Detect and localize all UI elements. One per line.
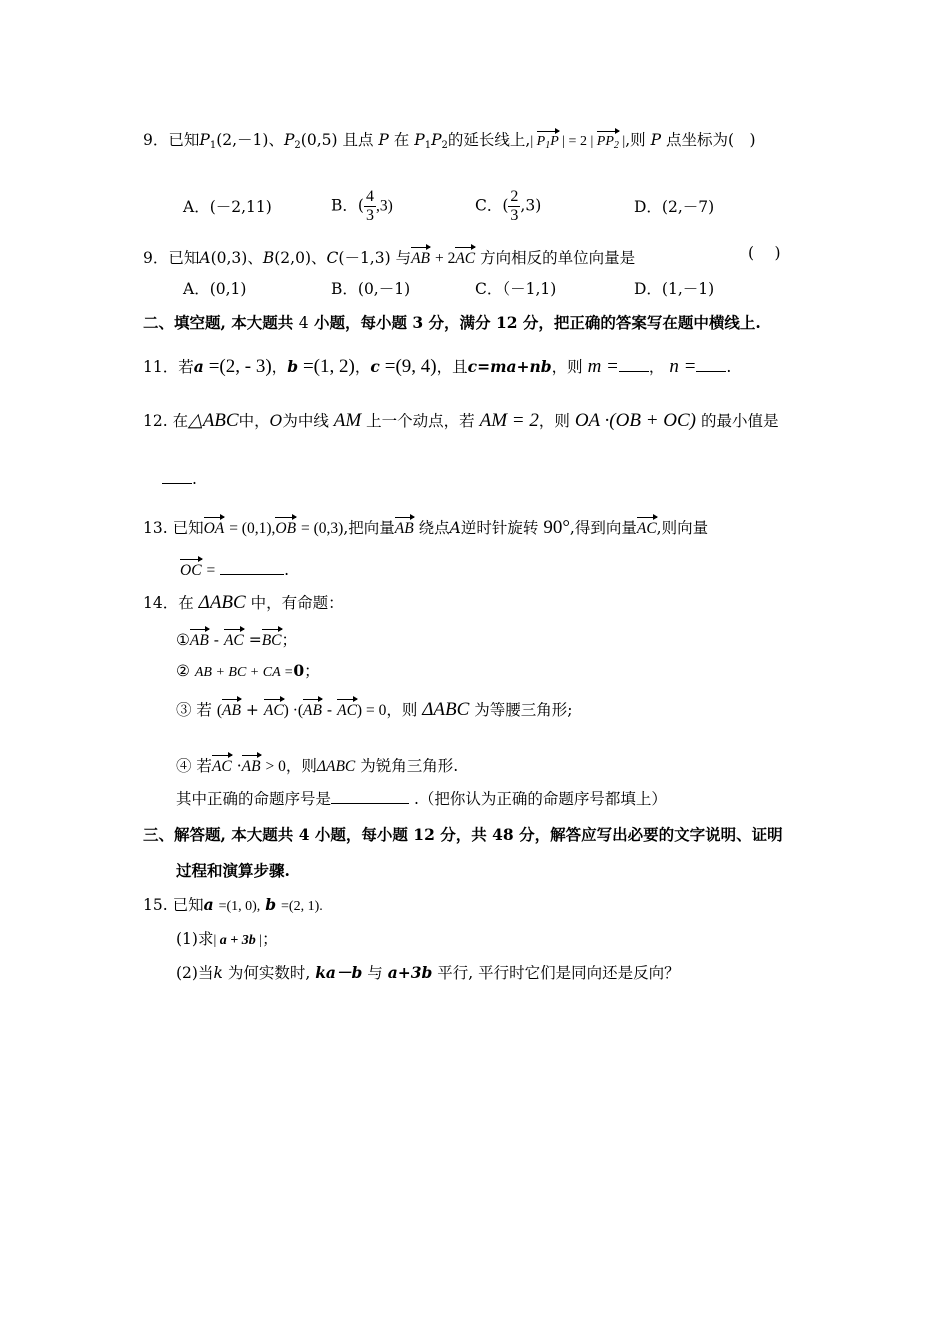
q15-part-2: (2)当k 为何实数时, ka－b 与 a+3b 平行, 平行时它们是同向还是反向？ (176, 963, 680, 982)
q9a-option-a: A．(－2,11) (183, 198, 272, 216)
fraction: $\frac{4}{3}$ (365, 188, 374, 224)
q9b-option-a: A．(0,1) (183, 280, 247, 298)
q15-part-1: (1)求| a + 3b |； (176, 930, 278, 948)
q14-item-1: ①AB - AC =BC； (176, 626, 297, 651)
q9a-abs-vector-eq: | $P_1P$ | = 2 | $PP_2$ | (530, 134, 625, 149)
q11: 11．若a =(2, - 3)，b =(1, 2)，c =(9, 4)，且c=ma+nb，则 m = ， n = . (143, 356, 732, 377)
section-2-heading: 二、填空题, 本大题共 4 小题，每小题 3 分，满分 12 分，把正确的答案写在题中横线上. (143, 313, 761, 332)
q12: 12. 在△ABC中，O为中线 AM 上一个动点，若 AM = 2，则 OA ·(OB + OC) 的最小值是 (143, 410, 779, 431)
answer-blank[interactable] (331, 803, 409, 804)
q9a-stem: 9．已知$P_1(2,-1)$、$P_2(0,5)$ 且点 P 在 $P_1P_2$的延长线上,| $P_1P$ | = 2 | $PP_2$ |,则 P 点坐标为( ) (143, 128, 756, 152)
q15-stem: 15. 已知a =(1, 0), b =(2, 1). (143, 895, 323, 914)
answer-blank[interactable] (220, 574, 284, 575)
q9a-option-d: D．(2,－7) (634, 198, 715, 216)
fraction: $\frac{2}{3}$ (510, 188, 519, 224)
q14-item-2: ② AB + BC + CA =0； (176, 661, 320, 680)
q14-item-3: ③ 若 (AB + AC) ·(AB - AC) = 0，则 ΔABC 为等腰三角形; (176, 696, 573, 722)
q14-summary: 其中正确的命题序号是 .（把你认为正确的命题序号都填上） (176, 790, 667, 808)
q9b-option-d: D．(1,－1) (634, 280, 715, 298)
q14-item-4: ④ 若AC ·AB > 0，则ΔABC 为锐角三角形. (176, 752, 458, 777)
q9a-option-c: C．( $\frac{2}{3}$ ,3) (475, 188, 542, 224)
q9a-option-b: B．( $\frac{4}{3}$ ,3) (331, 188, 393, 224)
q9b-option-c: C．（－1,1) (475, 280, 557, 298)
q13-answer: OC = . (180, 556, 289, 581)
answer-blank-m[interactable] (619, 371, 649, 372)
section-3-heading: 三、解答题, 本大题共 4 小题，每小题 12 分，共 48 分，解答应写出必要的文字说明、证明 (143, 825, 783, 844)
q13: 13. 已知OA = (0,1),OB = (0,3),把向量AB 绕点A逆时针旋转 90°,得到向量AC,则向量 (143, 502, 708, 540)
section-3-heading-line2: 过程和演算步骤. (176, 861, 290, 880)
q9b-answer-paren: ( ) (748, 244, 781, 262)
q12-answer-line: . (162, 470, 197, 489)
q14-stem: 14．在 ΔABC 中，有命题： (143, 592, 344, 613)
answer-blank-n[interactable] (696, 371, 726, 372)
q9b-option-b: B．(0,－1) (331, 280, 411, 298)
answer-blank[interactable] (162, 483, 192, 484)
q9b-stem: 9．已知A(0,3)、B(2,0)、C(－1,3) 与AB + 2AC 方向相反的单位向量是 (143, 244, 635, 269)
